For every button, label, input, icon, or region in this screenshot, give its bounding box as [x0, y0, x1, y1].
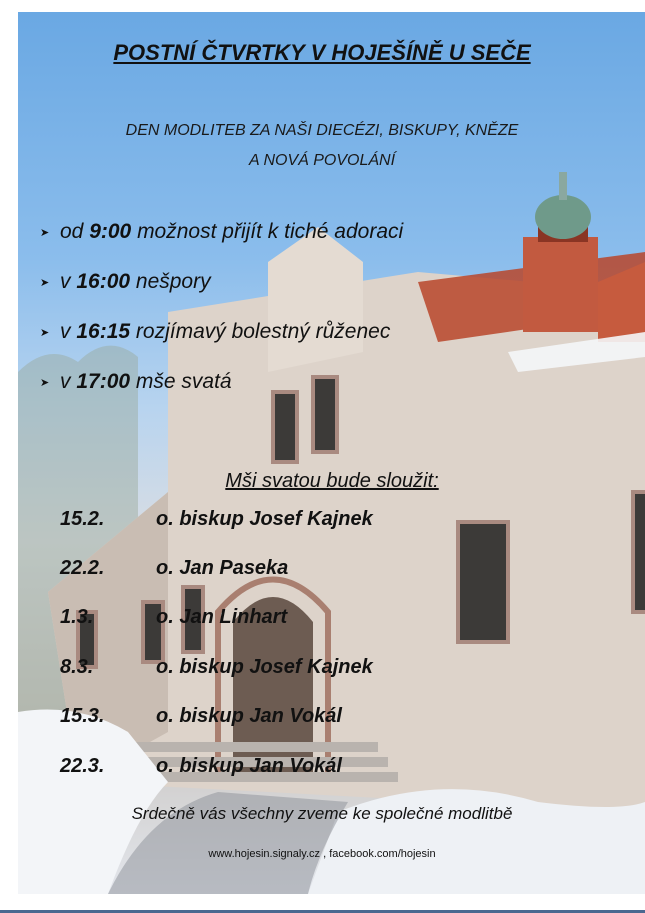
poster-title: POSTNÍ ČTVRTKY V HOJEŠÍNĚ U SEČE	[113, 40, 531, 65]
celebrant-name: o. biskup Jan Vokál	[156, 705, 342, 727]
program-time: 17:00	[76, 370, 131, 393]
subtitle-line-1: DEN MODLITEB ZA NAŠI DIECÉZI, BISKUPY, KNĚZE	[125, 122, 519, 139]
celebrant-date: 8.3.	[60, 656, 94, 678]
celebrant-row	[60, 606, 287, 629]
celebrant-row	[60, 508, 373, 531]
celebrants-heading: Mši svatou bude sloužit:	[225, 470, 439, 492]
arrow-bullet-icon: ➤	[40, 326, 50, 339]
program-time: 9:00	[89, 220, 132, 243]
program-item: ➤ od 9:00 možnost přijít k tiché adoraci	[40, 220, 404, 243]
celebrant-date: 15.3.	[60, 705, 105, 727]
celebrant-name: o. biskup Josef Kajnek	[156, 656, 373, 678]
celebrant-date: 22.2.	[60, 557, 105, 579]
celebrant-date: 15.2.	[60, 508, 105, 530]
program-time: 16:00	[76, 270, 131, 293]
footer-links: www.hojesin.signaly.cz , facebook.com/hojesin	[208, 848, 436, 860]
program-item: ➤ v 17:00 mše svatá	[40, 370, 232, 393]
arrow-bullet-icon: ➤	[40, 376, 50, 389]
arrow-bullet-icon: ➤	[40, 276, 50, 289]
celebrant-row	[60, 557, 288, 580]
invitation-text: Srdečně vás všechny zveme ke společné modlitbě	[131, 804, 513, 823]
celebrant-date: 22.3.	[60, 755, 105, 777]
poster	[18, 12, 645, 894]
program-time: 16:15	[76, 320, 131, 343]
program-item: ➤ v 16:15 rozjímavý bolestný růženec	[40, 320, 391, 343]
subtitle-line-2: A NOVÁ POVOLÁNÍ	[248, 152, 396, 169]
celebrant-row	[60, 656, 373, 679]
celebrant-row	[60, 755, 342, 778]
celebrant-date: 1.3.	[60, 606, 94, 628]
celebrant-name: o. biskup Jan Vokál	[156, 755, 342, 777]
celebrant-name: o. Jan Linhart	[156, 606, 288, 628]
celebrant-row	[60, 705, 342, 728]
celebrant-name: o. biskup Josef Kajnek	[156, 508, 373, 530]
program-item: ➤ v 16:00 nešpory	[40, 270, 211, 293]
arrow-bullet-icon: ➤	[40, 226, 50, 239]
celebrant-name: o. Jan Paseka	[156, 557, 289, 579]
